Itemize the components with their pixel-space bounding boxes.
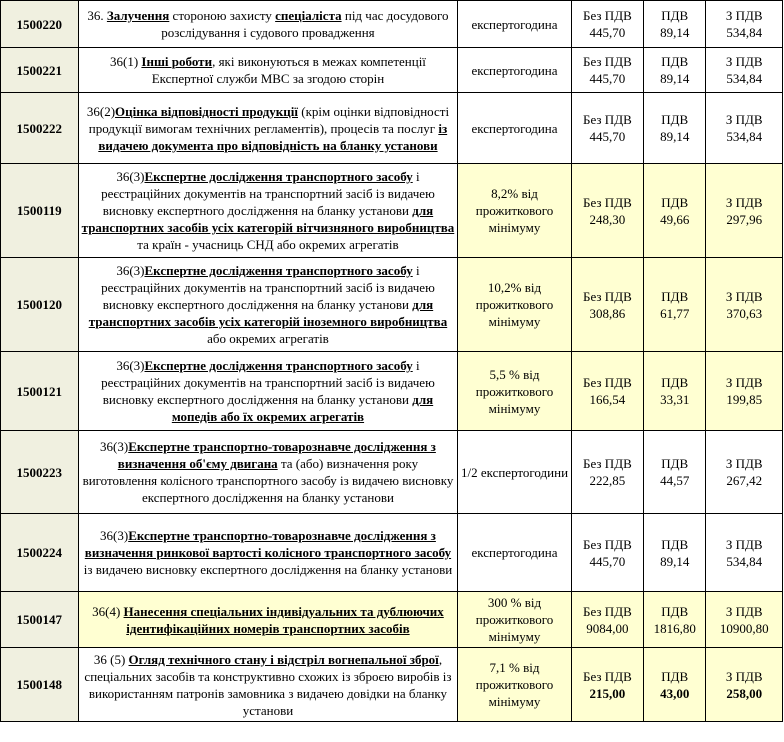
price-label: Без ПДВ (583, 375, 632, 390)
price-cell (571, 352, 643, 431)
price-value: 445,70 (589, 71, 626, 86)
description-segment: та (або) визначення року виготовлення колісного транспортного засобу із видачею висновку експертного дослідження на бланку установи (82, 456, 454, 505)
description-segment: 36(3) (100, 528, 129, 543)
total-label: З ПДВ (725, 456, 763, 471)
total-value: 10900,80 (719, 620, 769, 636)
description-segment: Експертне дослідження транспортного засобу (144, 263, 413, 278)
unit-cell: 7,1 % від прожиткового мінімуму (458, 648, 571, 722)
vat-label: ПДВ (661, 668, 689, 684)
description-segment: Експертне дослідження транспортного засобу (144, 358, 413, 373)
total-label: З ПДВ (725, 8, 763, 23)
price-value: 445,70 (589, 553, 626, 569)
vat-label: ПДВ (661, 194, 689, 210)
description-segment: під час досудового розслідування і судового провадження (161, 8, 449, 40)
table-row (1, 1, 783, 48)
description-segment: для транспортних засобів усіх категорій іноземного виробництва (88, 297, 448, 329)
total-label: З ПДВ (725, 54, 763, 69)
service-description (78, 352, 458, 431)
total-cell (706, 164, 783, 258)
table-row (1, 648, 783, 722)
description-segment: , спеціальних засобів та конструктивно схожих із зброєю виробів із використанням патронів замовника з видачею довідки на бланку установи (84, 651, 452, 718)
price-cell (571, 431, 643, 514)
description-segment: (крім оцінки відповідності продукції вимогам технічних регламентів), процесів та послуг (88, 103, 450, 136)
service-description (78, 514, 458, 592)
price-cell (571, 48, 643, 93)
description-segment: із видачею документа про відповідність на бланку установи (98, 120, 448, 153)
unit-cell: 10,2% від прожиткового мінімуму (458, 258, 571, 352)
price-value: 248,30 (589, 211, 626, 227)
vat-cell (644, 258, 706, 352)
vat-cell (644, 48, 706, 93)
price-label: Без ПДВ (583, 668, 632, 684)
price-label: Без ПДВ (583, 54, 632, 69)
unit-cell: експертогодина (458, 514, 571, 592)
service-description (78, 431, 458, 514)
table-row (1, 352, 783, 431)
service-description (78, 258, 458, 352)
description-segment: та країн - учасниць СНД або окремих агрегатів (137, 237, 399, 252)
price-cell (571, 592, 643, 648)
vat-label: ПДВ (661, 375, 689, 390)
service-description (78, 164, 458, 258)
vat-value: 43,00 (660, 685, 690, 701)
vat-cell (644, 93, 706, 164)
service-code: 1500222 (1, 93, 79, 164)
total-value: 199,85 (726, 392, 763, 407)
total-label: З ПДВ (725, 603, 763, 619)
total-cell (706, 258, 783, 352)
vat-value: 1816,80 (653, 620, 696, 636)
total-label: З ПДВ (725, 288, 763, 304)
description-segment: або окремих агрегатів (207, 331, 329, 346)
total-cell (706, 648, 783, 722)
total-label: З ПДВ (725, 668, 763, 684)
price-cell (571, 93, 643, 164)
vat-cell (644, 431, 706, 514)
price-label: Без ПДВ (583, 288, 632, 304)
description-segment: Залучення (106, 8, 170, 23)
total-cell (706, 514, 783, 592)
service-code: 1500121 (1, 352, 79, 431)
total-value: 267,42 (726, 473, 763, 488)
unit-cell: експертогодина (458, 1, 571, 48)
vat-value: 49,66 (660, 211, 690, 227)
description-segment: Експертне транспортно-товарознавче дослідження з визначення об'єму двигана (117, 439, 436, 471)
description-segment: Огляд технічного стану і відстріл вогнепальної зброї (128, 651, 439, 667)
total-label: З ПДВ (725, 112, 763, 127)
price-value: 308,86 (589, 305, 626, 321)
vat-label: ПДВ (661, 536, 689, 552)
tariff-table-body (1, 1, 783, 722)
vat-label: ПДВ (661, 456, 689, 471)
total-value: 534,84 (726, 25, 763, 40)
description-segment: 36(3) (116, 169, 145, 184)
service-code: 1500224 (1, 514, 79, 592)
description-segment: Інші роботи (141, 54, 213, 69)
vat-cell (644, 514, 706, 592)
service-description (78, 648, 458, 722)
price-cell (571, 648, 643, 722)
unit-cell: експертогодина (458, 93, 571, 164)
description-segment: Нанесення спеціальних індивідуальних та дублюючих ідентифікаційних номерів транспортних засобів (123, 603, 444, 636)
price-value: 445,70 (589, 129, 626, 144)
price-value: 222,85 (589, 473, 626, 488)
price-label: Без ПДВ (583, 112, 632, 127)
vat-value: 89,14 (660, 553, 690, 569)
description-segment: Оцінка відповідності продукції (115, 103, 298, 119)
vat-label: ПДВ (661, 603, 689, 619)
price-cell (571, 164, 643, 258)
description-segment: спеціаліста (275, 8, 342, 23)
price-cell (571, 1, 643, 48)
vat-label: ПДВ (661, 8, 689, 23)
price-label: Без ПДВ (583, 194, 632, 210)
total-label: З ПДВ (725, 536, 763, 552)
price-label: Без ПДВ (583, 536, 632, 552)
vat-label: ПДВ (661, 288, 689, 304)
unit-cell: 300 % від прожиткового мінімуму (458, 592, 571, 648)
description-segment: 36. (87, 8, 107, 23)
total-label: З ПДВ (725, 194, 763, 210)
total-value: 297,96 (726, 211, 763, 227)
price-cell (571, 258, 643, 352)
description-segment: 36(3) (100, 439, 129, 454)
description-segment: для мопедів або їх окремих агрегатів (171, 392, 434, 424)
service-code: 1500120 (1, 258, 79, 352)
price-label: Без ПДВ (583, 603, 632, 619)
description-segment: і реєстраційних документів на транспортний засіб із видачею висновку експертного дослідження на бланку установи (101, 358, 435, 407)
service-code: 1500119 (1, 164, 79, 258)
description-segment: 36 (5) (93, 651, 129, 667)
table-row (1, 514, 783, 592)
unit-cell: експертогодина (458, 48, 571, 93)
unit-cell: 8,2% від прожиткового мінімуму (458, 164, 571, 258)
description-segment: 36(3) (116, 358, 145, 373)
service-code: 1500147 (1, 592, 79, 648)
vat-cell (644, 164, 706, 258)
vat-value: 89,14 (660, 71, 690, 86)
service-description (78, 592, 458, 648)
table-row (1, 93, 783, 164)
total-value: 370,63 (726, 305, 763, 321)
vat-value: 89,14 (660, 129, 690, 144)
total-cell (706, 592, 783, 648)
description-segment: стороною захисту (169, 8, 276, 23)
vat-cell (644, 648, 706, 722)
vat-cell (644, 592, 706, 648)
description-segment: 36(1) (109, 54, 142, 69)
service-description (78, 93, 458, 164)
description-segment: і реєстраційних документів на транспортний засіб із видачею висновку експертного дослідження на бланку установи (101, 169, 435, 218)
price-value: 166,54 (589, 392, 626, 407)
price-cell (571, 514, 643, 592)
description-segment: , які виконуються в межах компетенції Експертної служби МВС за згодою сторін (151, 54, 426, 86)
price-label: Без ПДВ (583, 456, 632, 471)
total-cell (706, 48, 783, 93)
unit-cell: 5,5 % від прожиткового мінімуму (458, 352, 571, 431)
service-description (78, 48, 458, 93)
price-label: Без ПДВ (583, 8, 632, 23)
description-segment: Експертне транспортно-товарознавче дослідження з визначення ринкової вартості колісного транспортного засобу (84, 528, 452, 560)
total-cell (706, 352, 783, 431)
total-label: З ПДВ (725, 375, 763, 390)
price-value: 445,70 (589, 25, 626, 40)
vat-value: 33,31 (660, 392, 690, 407)
vat-cell (644, 352, 706, 431)
description-segment: із видачею висновку експертного дослідження на бланку установи (83, 562, 453, 577)
total-cell (706, 431, 783, 514)
vat-cell (644, 1, 706, 48)
table-row (1, 431, 783, 514)
vat-value: 89,14 (660, 25, 690, 40)
description-segment: 36(2) (86, 103, 116, 119)
vat-label: ПДВ (661, 112, 689, 127)
service-code: 1500148 (1, 648, 79, 722)
description-segment: і реєстраційних документів на транспортний засіб із видачею висновку експертного дослідження на бланку установи (101, 263, 435, 312)
total-value: 258,00 (726, 685, 763, 701)
table-row (1, 164, 783, 258)
vat-label: ПДВ (661, 54, 689, 69)
service-code: 1500220 (1, 1, 79, 48)
vat-value: 44,57 (660, 473, 690, 488)
vat-value: 61,77 (660, 305, 690, 321)
total-cell (706, 1, 783, 48)
service-code: 1500223 (1, 431, 79, 514)
price-value: 215,00 (589, 685, 626, 701)
total-value: 534,84 (726, 553, 763, 569)
total-value: 534,84 (726, 71, 763, 86)
price-value: 9084,00 (586, 620, 629, 636)
unit-cell: 1/2 експертогодини (458, 431, 571, 514)
description-segment: Експертне дослідження транспортного засобу (144, 169, 413, 184)
description-segment: 36(3) (116, 263, 145, 278)
total-cell (706, 93, 783, 164)
table-row (1, 258, 783, 352)
total-value: 534,84 (726, 129, 763, 144)
table-row (1, 48, 783, 93)
description-segment: для транспортних засобів усіх категорій вітчизняного виробництва (81, 203, 455, 235)
service-description (78, 1, 458, 48)
description-segment: 36(4) (92, 603, 124, 619)
table-row (1, 592, 783, 648)
service-code: 1500221 (1, 48, 79, 93)
